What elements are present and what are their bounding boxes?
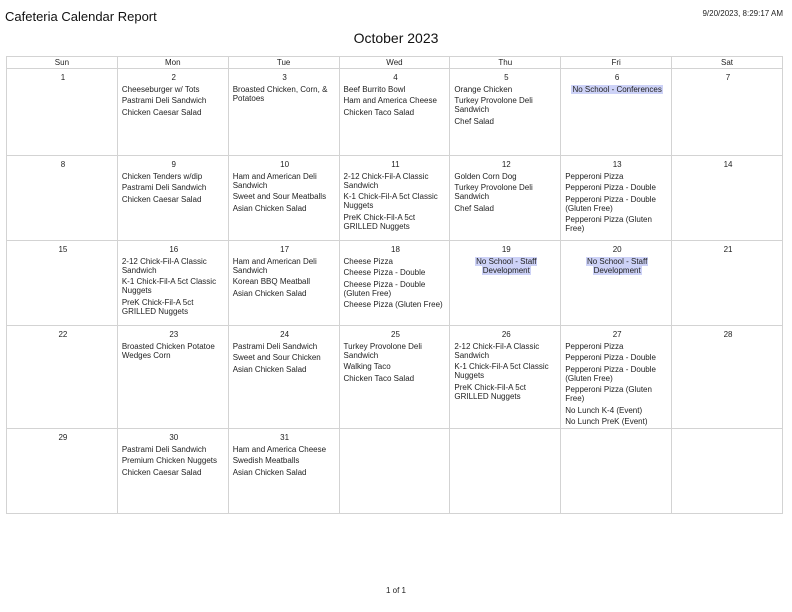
day-entries	[454, 172, 558, 213]
menu-item: Chicken Taco Salad	[343, 373, 415, 383]
day-number: 11	[391, 160, 400, 169]
menu-item: Premium Chicken Nuggets	[121, 456, 217, 465]
day-cell-26	[450, 326, 561, 429]
weekday-header-mon: Mon	[117, 57, 228, 69]
menu-item: Chicken Caesar Salad	[121, 107, 202, 117]
day-cell-25	[339, 326, 450, 429]
weekday-header-fri: Fri	[561, 57, 672, 69]
week-row	[7, 429, 783, 514]
menu-item: Ham and America Cheese	[343, 96, 437, 105]
menu-item: No Lunch PreK (Event)	[565, 417, 648, 426]
menu-item: Cheese Pizza (Gluten Free)	[343, 300, 443, 309]
day-cell-4	[339, 69, 450, 156]
day-cell-18	[339, 241, 450, 326]
menu-item: 2-12 Chick-Fil-A Classic Sandwich	[121, 256, 207, 275]
menu-item: Swedish Meatballs	[232, 456, 300, 465]
day-number: 9	[171, 160, 176, 169]
menu-item: Korean BBQ Meatball	[232, 277, 311, 286]
day-number: 14	[723, 160, 733, 169]
menu-item: Pastrami Deli Sandwich	[121, 183, 207, 192]
day-cell-21	[672, 241, 783, 326]
menu-item: Cheese Pizza - Double	[343, 268, 426, 277]
menu-item: Chicken Caesar Salad	[121, 194, 202, 204]
day-cell-20	[561, 241, 672, 326]
week-row	[7, 69, 783, 156]
day-entries	[344, 257, 448, 310]
menu-item: Cheese Pizza	[343, 256, 393, 266]
empty-day-cell	[339, 429, 450, 514]
day-number: 7	[725, 73, 731, 82]
day-entries	[565, 85, 669, 94]
day-cell-8	[7, 156, 118, 241]
menu-item: Sweet and Sour Meatballs	[232, 192, 327, 201]
menu-item: PreK Chick-Fil-A 5ct GRILLED Nuggets	[343, 212, 416, 231]
day-number: 21	[723, 245, 733, 254]
report-title: Cafeteria Calendar Report	[5, 9, 157, 24]
day-cell-29	[7, 429, 118, 514]
day-number: 19	[501, 245, 511, 254]
day-entries	[565, 172, 669, 234]
day-number: 17	[280, 245, 290, 254]
menu-item: Pepperoni Pizza - Double	[565, 353, 656, 362]
weekday-header-sun: Sun	[7, 57, 118, 69]
menu-item: Chef Salad	[454, 116, 494, 126]
notice-text: No School - Staff Development	[586, 256, 648, 275]
day-cell-11	[339, 156, 450, 241]
menu-item: K-1 Chick-Fil-A 5ct Classic Nuggets	[343, 192, 438, 210]
day-entries	[344, 342, 448, 383]
menu-item: Ham and America Cheese	[232, 444, 327, 454]
day-cell-1	[7, 69, 118, 156]
menu-item: No Lunch K-4 (Event)	[565, 405, 643, 415]
day-number: 22	[58, 330, 68, 339]
day-cell-10	[228, 156, 339, 241]
day-entries	[233, 85, 337, 103]
calendar-header	[7, 57, 783, 69]
day-entries	[122, 342, 226, 360]
menu-item: PreK Chick-Fil-A 5ct GRILLED Nuggets	[121, 297, 194, 316]
menu-item: Orange Chicken	[454, 84, 513, 94]
report-timestamp: 9/20/2023, 8:29:17 AM	[702, 9, 783, 18]
menu-item: Sweet and Sour Chicken	[232, 353, 321, 362]
menu-item: Cheeseburger w/ Tots	[121, 84, 200, 94]
day-entries	[122, 445, 226, 477]
weekday-header-thu: Thu	[450, 57, 561, 69]
menu-item: Pepperoni Pizza	[565, 171, 624, 181]
menu-item: Pastrami Deli Sandwich	[121, 96, 207, 105]
menu-item: 2-12 Chick-Fil-A Classic Sandwich	[454, 341, 540, 360]
day-cell-3	[228, 69, 339, 156]
day-cell-12	[450, 156, 561, 241]
day-number: 4	[393, 73, 398, 82]
menu-item: K-1 Chick-Fil-A 5ct Classic Nuggets	[454, 362, 549, 380]
calendar-body	[7, 69, 783, 514]
month-title: October 2023	[353, 30, 439, 46]
day-number: 6	[614, 73, 620, 82]
menu-item: K-1 Chick-Fil-A 5ct Classic Nuggets	[121, 277, 217, 295]
empty-day-cell	[561, 429, 672, 514]
day-cell-23	[117, 326, 228, 429]
day-number: 31	[280, 433, 290, 442]
day-cell-9	[117, 156, 228, 241]
week-row	[7, 241, 783, 326]
day-entries	[122, 172, 226, 204]
day-cell-27	[561, 326, 672, 429]
day-number: 26	[501, 330, 511, 339]
day-cell-24	[228, 326, 339, 429]
menu-item: Chef Salad	[454, 203, 494, 213]
day-number: 25	[391, 330, 400, 339]
day-entries	[233, 257, 337, 298]
menu-item: Pastrami Deli Sandwich	[232, 341, 318, 351]
menu-item: Asian Chicken Salad	[232, 203, 307, 213]
day-entries	[233, 172, 337, 213]
weekday-header-wed: Wed	[339, 57, 450, 69]
menu-item: Turkey Provolone Deli Sandwich	[343, 341, 422, 360]
menu-item: PreK Chick-Fil-A 5ct GRILLED Nuggets	[454, 382, 526, 401]
day-entries	[233, 342, 337, 374]
day-entries	[565, 257, 669, 275]
empty-day-cell	[672, 429, 783, 514]
day-number: 15	[58, 245, 68, 254]
day-cell-31	[228, 429, 339, 514]
notice-text: No School - Staff Development	[476, 256, 537, 275]
weekday-header-row	[7, 57, 783, 69]
day-entries	[344, 85, 448, 117]
day-number: 8	[60, 160, 66, 169]
day-entries	[233, 445, 337, 477]
day-number: 5	[504, 73, 509, 82]
day-number: 3	[282, 73, 287, 82]
menu-item: Golden Corn Dog	[454, 171, 517, 181]
day-entries	[344, 172, 448, 231]
day-number: 12	[501, 160, 511, 169]
menu-item: Ham and American Deli Sandwich	[232, 256, 317, 275]
menu-item: Ham and American Deli Sandwich	[232, 171, 317, 190]
menu-item: Asian Chicken Salad	[232, 288, 307, 298]
day-entries	[454, 342, 558, 401]
day-entries	[454, 257, 558, 275]
menu-item: Broasted Chicken Potatoe Wedges Corn	[121, 341, 215, 360]
calendar-grid	[6, 56, 783, 514]
day-number: 27	[612, 330, 622, 339]
day-number: 20	[612, 245, 622, 254]
week-row	[7, 156, 783, 241]
day-entries	[122, 85, 226, 117]
day-cell-17	[228, 241, 339, 326]
day-number: 13	[612, 160, 622, 169]
day-number: 28	[723, 330, 733, 339]
day-number: 23	[169, 330, 179, 339]
day-cell-14	[672, 156, 783, 241]
day-entries	[122, 257, 226, 316]
day-cell-22	[7, 326, 118, 429]
menu-item: Pastrami Deli Sandwich	[121, 444, 207, 454]
day-cell-13	[561, 156, 672, 241]
weekday-header-sat: Sat	[672, 57, 783, 69]
day-number: 1	[60, 73, 66, 82]
menu-item: Chicken Tenders w/dip	[121, 171, 203, 181]
menu-item: Pepperoni Pizza - Double (Gluten Free)	[565, 364, 656, 383]
menu-item: Cheese Pizza - Double (Gluten Free)	[343, 279, 426, 298]
day-number: 18	[391, 245, 400, 254]
day-cell-19	[450, 241, 561, 326]
menu-item: Turkey Provolone Deli Sandwich	[454, 96, 533, 114]
day-cell-28	[672, 326, 783, 429]
day-cell-16	[117, 241, 228, 326]
day-cell-5	[450, 69, 561, 156]
day-number: 16	[169, 245, 179, 254]
day-number: 10	[280, 160, 290, 169]
menu-item: Broasted Chicken, Corn, & Potatoes	[232, 84, 328, 103]
day-number: 29	[58, 433, 68, 442]
day-entries	[454, 85, 558, 126]
day-cell-7	[672, 69, 783, 156]
day-number: 30	[169, 433, 179, 442]
menu-item: Pepperoni Pizza - Double (Gluten Free)	[565, 194, 656, 213]
menu-item: 2-12 Chick-Fil-A Classic Sandwich	[343, 171, 429, 190]
day-entries	[565, 342, 669, 427]
day-cell-15	[7, 241, 118, 326]
menu-item: Pepperoni Pizza (Gluten Free)	[565, 215, 652, 233]
menu-item: Pepperoni Pizza (Gluten Free)	[565, 385, 652, 403]
day-number: 24	[280, 330, 290, 339]
day-cell-2	[117, 69, 228, 156]
menu-item: Walking Taco	[343, 362, 391, 371]
notice-text: No School - Conferences	[572, 84, 662, 94]
weekday-header-tue: Tue	[228, 57, 339, 69]
highlighted-notice	[454, 257, 558, 275]
menu-item: Pepperoni Pizza	[565, 341, 624, 351]
highlighted-notice	[565, 257, 669, 275]
day-number: 2	[171, 73, 176, 82]
menu-item: Chicken Caesar Salad	[121, 467, 202, 477]
week-row	[7, 326, 783, 429]
menu-item: Beef Burrito Bowl	[343, 84, 406, 94]
menu-item: Pepperoni Pizza - Double	[565, 183, 656, 192]
empty-day-cell	[450, 429, 561, 514]
menu-item: Asian Chicken Salad	[232, 467, 307, 477]
menu-item: Asian Chicken Salad	[232, 364, 307, 374]
menu-item: Chicken Taco Salad	[343, 107, 415, 117]
page-indicator: 1 of 1	[385, 586, 406, 595]
menu-item: Turkey Provolone Deli Sandwich	[454, 183, 533, 201]
highlighted-notice	[565, 85, 669, 94]
day-cell-30	[117, 429, 228, 514]
day-cell-6	[561, 69, 672, 156]
